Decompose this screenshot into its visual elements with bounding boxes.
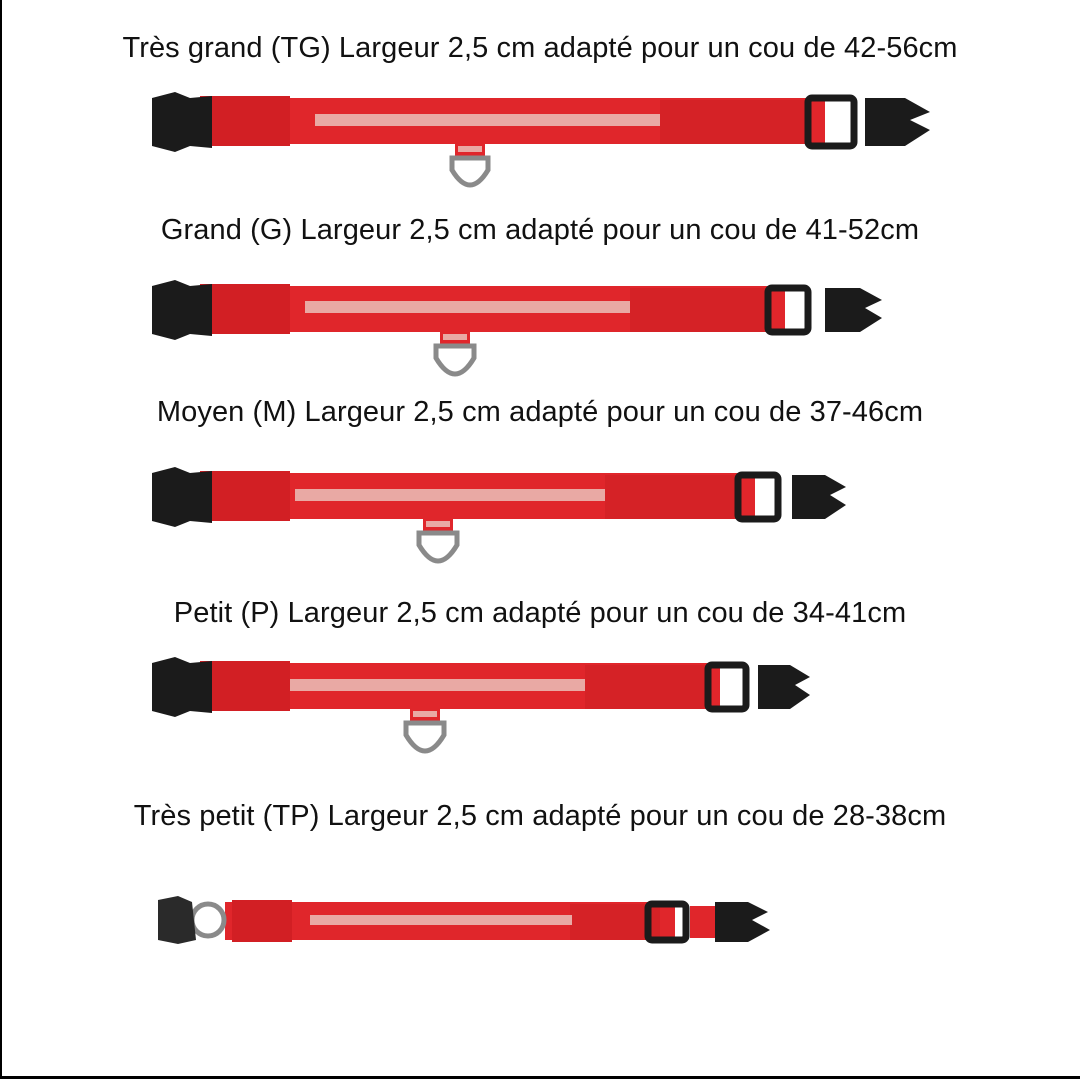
size-caption-xl: Très grand (TG) Largeur 2,5 cm adapté pour un cou de 42-56cm <box>122 32 958 64</box>
size-caption-l: Grand (G) Largeur 2,5 cm adapté pour un cou de 41-52cm <box>160 214 920 246</box>
size-caption-s: Petit (P) Largeur 2,5 cm adapté pour un cou de 34-41cm <box>173 597 907 629</box>
size-caption-m: Moyen (M) Largeur 2,5 cm adapté pour un cou de 37-46cm <box>156 396 924 428</box>
size-caption-xs: Très petit (TP) Largeur 2,5 cm adapté pour un cou de 28-38cm <box>133 800 947 832</box>
